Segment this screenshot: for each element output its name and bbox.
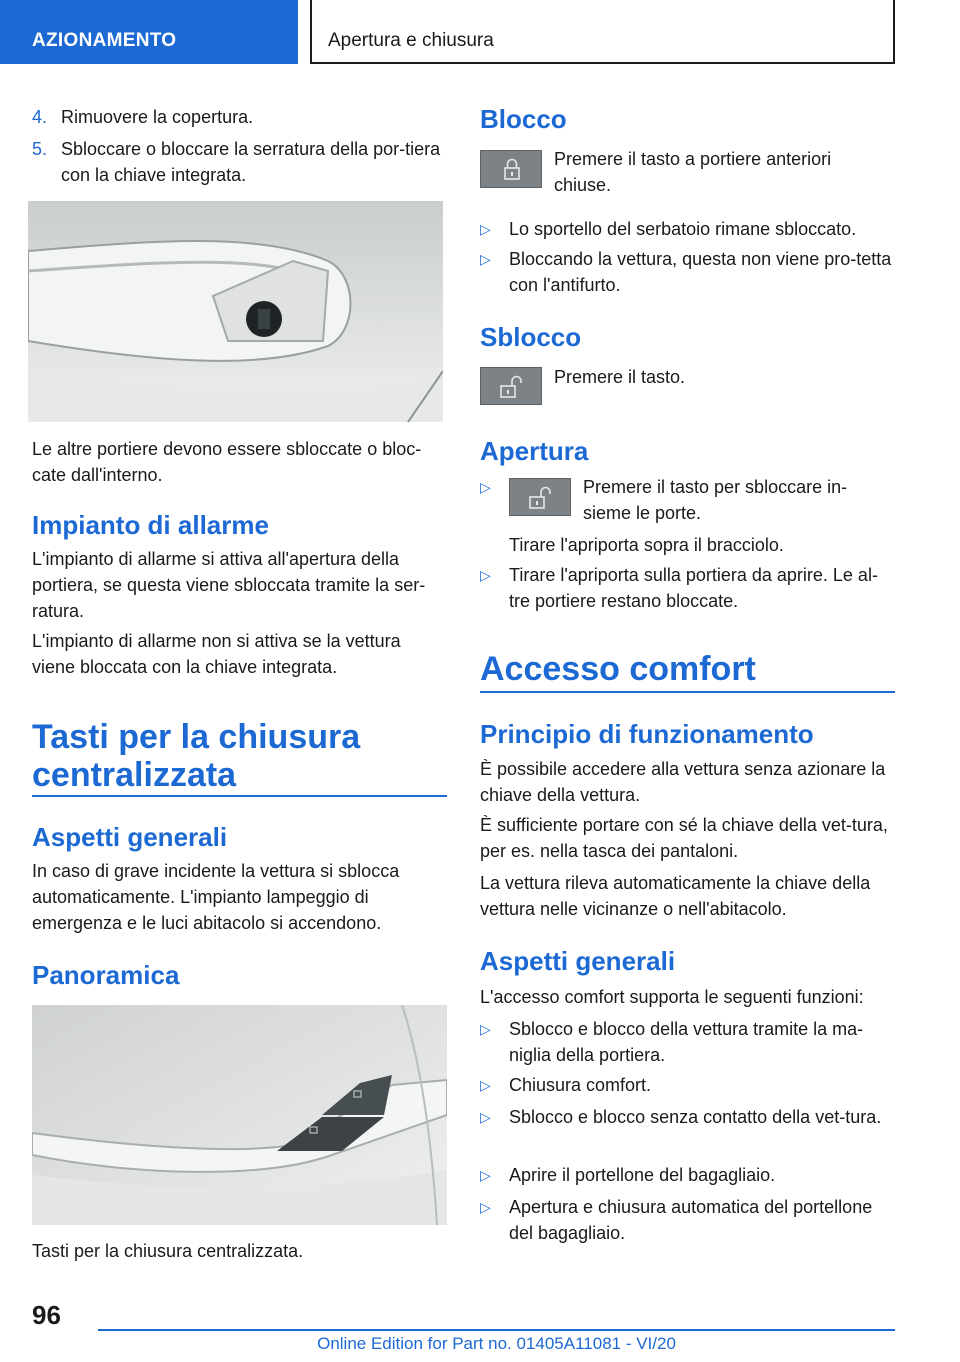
comfort-access-heading: Accesso comfort (480, 650, 756, 688)
heading-rule (480, 691, 895, 693)
open-heading: Apertura (480, 436, 589, 466)
padlock-closed-icon (481, 151, 543, 189)
open-text-1-sub: Tirare l'apriporta sopra il bracciolo. (509, 535, 784, 555)
padlock-open-icon (510, 479, 572, 517)
footer-rule (98, 1329, 895, 1331)
general-text-left: In caso di grave incidente la vettura si sblocca automaticamente. L'impianto lampeggio di emergenza e le luci abitacolo si accendono. (32, 861, 400, 933)
open-key (509, 478, 571, 516)
principle-text-2: È sufficiente portare con sé la chiave della vet-tura, per es. nella tasca dei pantaloni. (480, 815, 888, 861)
triangle-bullet-icon: ▷ (480, 567, 491, 583)
door-lock-photo (28, 201, 443, 422)
unlock-key (480, 367, 542, 405)
lock-heading: Blocco (480, 104, 567, 134)
general-text-right: L'accesso comfort supporta le seguenti funzioni: (480, 987, 864, 1007)
triangle-bullet-icon: ▷ (480, 1077, 491, 1093)
padlock-open-icon (481, 368, 543, 406)
central-lock-buttons-photo (32, 1005, 447, 1225)
central-lock-heading: Tasti per la chiusura centralizzata (32, 718, 361, 794)
chapter-title: Apertura e chiusura (310, 0, 895, 64)
principle-heading: Principio di funzionamento (480, 719, 814, 749)
other-doors-text: Le altre portiere devono essere sbloccate o bloc-cate dall'interno. (32, 439, 422, 485)
lock-text: Premere il tasto a portiere anteriori chiuse. (554, 149, 832, 195)
alarm-text-1: L'impianto di allarme si attiva all'apertura della portiera, se questa viene sbloccata tramite la ser-ratura. (32, 549, 426, 621)
lock-key (480, 150, 542, 188)
step-5: 5. Sbloccare o bloccare la serratura della por-tiera con la chiave integrata. (32, 139, 441, 185)
section-tab: AZIONAMENTO (0, 0, 298, 64)
edition-note: Online Edition for Part no. 01405A11081 - VI/20 (317, 1334, 676, 1353)
alarm-heading: Impianto di allarme (32, 510, 269, 540)
triangle-bullet-icon: ▷ (480, 251, 491, 267)
alarm-text-2: L'impianto di allarme non si attiva se la vettura viene bloccata con la chiave integrata. (32, 631, 401, 677)
unlock-text: Premere il tasto. (554, 367, 686, 387)
triangle-bullet-icon: ▷ (480, 1199, 491, 1215)
triangle-bullet-icon: ▷ (480, 1021, 491, 1037)
open-text-1: Premere il tasto per sbloccare in-sieme le porte. (583, 477, 848, 523)
page-number: 96 (32, 1300, 61, 1330)
general-heading-left: Aspetti generali (32, 822, 228, 852)
general-heading-right: Aspetti generali (480, 946, 676, 976)
principle-text-3: La vettura rileva automaticamente la chiave della vettura nelle vicinanze o nell'abitacolo. (480, 873, 871, 919)
principle-text-1: È possibile accedere alla vettura senza azionare la chiave della vettura. (480, 759, 886, 805)
heading-rule (32, 795, 447, 797)
overview-heading: Panoramica (32, 960, 180, 990)
unlock-heading: Sblocco (480, 322, 582, 352)
triangle-bullet-icon: ▷ (480, 1109, 491, 1125)
triangle-bullet-icon: ▷ (480, 221, 491, 237)
triangle-bullet-icon: ▷ (480, 1167, 491, 1183)
photo-caption: Tasti per la chiusura centralizzata. (32, 1241, 304, 1261)
triangle-bullet-icon: ▷ (480, 479, 491, 495)
